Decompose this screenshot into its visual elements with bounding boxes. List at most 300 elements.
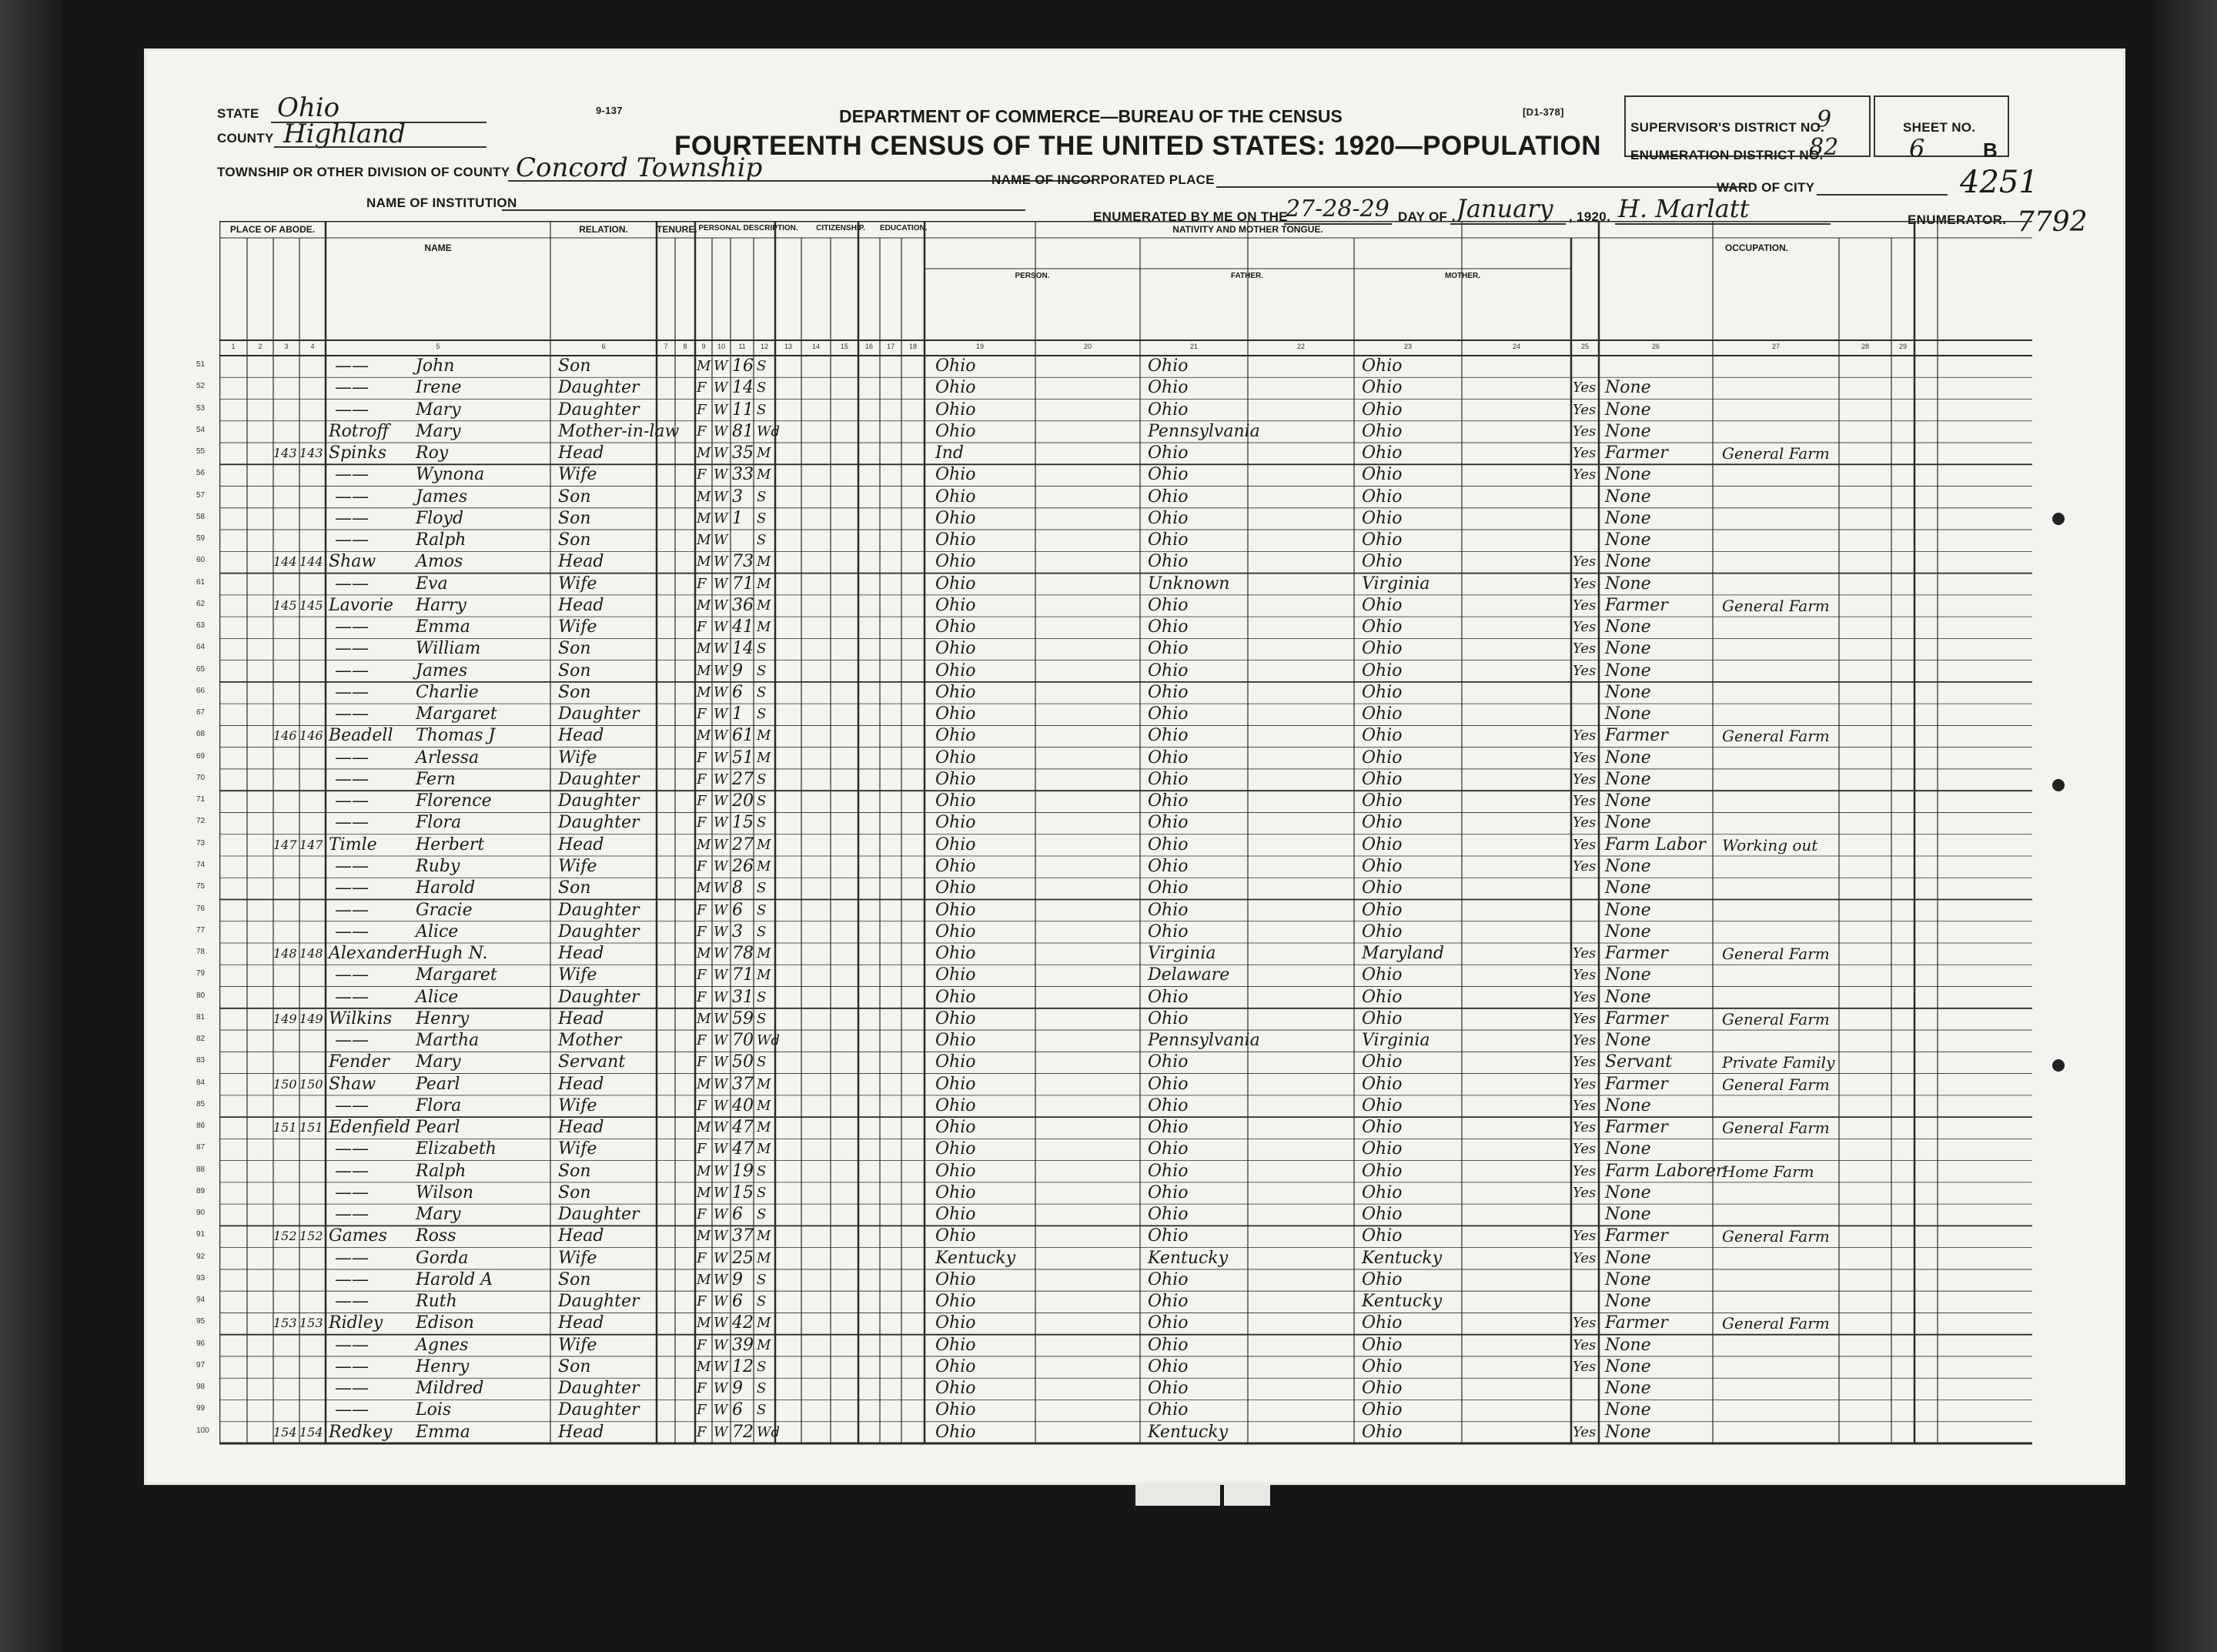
occupation: Farm Laborer <box>1605 1161 1724 1181</box>
column-number: 13 <box>784 343 792 350</box>
speaks-english: Yes <box>1573 401 1597 418</box>
surname: Shaw <box>329 1074 376 1094</box>
surname: Fender <box>329 1052 390 1072</box>
surname-dash: —— <box>335 1335 369 1355</box>
occupation: None <box>1605 1379 1651 1399</box>
family-number: 151 <box>299 1120 323 1135</box>
relation: Daughter <box>558 769 640 789</box>
age: 15 <box>732 813 754 833</box>
surname-dash: —— <box>335 900 369 920</box>
relation: Mother-in-law <box>558 421 680 441</box>
speaks-english: Yes <box>1573 1054 1597 1071</box>
occupation: None <box>1605 1139 1651 1159</box>
mother-birthplace: Ohio <box>1362 1335 1403 1355</box>
relation: Son <box>558 530 591 550</box>
age: 81 <box>732 421 754 441</box>
father-birthplace: Ohio <box>1148 1118 1189 1138</box>
race: W <box>714 445 728 462</box>
given-name: Agnes <box>416 1335 469 1355</box>
age: 71 <box>732 965 754 985</box>
sex: F <box>697 401 707 418</box>
mother-birthplace: Ohio <box>1362 726 1403 746</box>
relation: Head <box>558 443 604 463</box>
age: 41 <box>732 617 754 637</box>
given-name: Margaret <box>416 965 497 985</box>
speaks-english: Yes <box>1573 553 1597 570</box>
row-number: 86 <box>196 1122 206 1131</box>
enumerator-label: ENUMERATOR. <box>1908 212 2007 227</box>
sex: F <box>697 706 707 723</box>
age: 14 <box>732 378 754 398</box>
row-number: 55 <box>196 447 206 456</box>
stamp-number-side: 7792 <box>2017 206 2088 238</box>
given-name: Elizabeth <box>416 1139 497 1159</box>
given-name: Mary <box>416 1205 461 1225</box>
surname-dash: —— <box>335 1269 369 1289</box>
family-number: 149 <box>299 1011 323 1026</box>
race: W <box>714 640 728 657</box>
race: W <box>714 793 728 810</box>
occupation: None <box>1605 487 1651 507</box>
speaks-english: Yes <box>1573 1315 1597 1332</box>
surname: Beadell <box>329 726 393 746</box>
race: W <box>714 1184 728 1201</box>
county-label: COUNTY <box>217 131 274 145</box>
speaks-english: Yes <box>1573 423 1597 440</box>
given-name: Mildred <box>416 1379 484 1399</box>
marital-status: M <box>757 1119 771 1136</box>
row-number: 58 <box>196 512 206 521</box>
row-number: 77 <box>196 925 206 935</box>
row-number: 78 <box>196 948 206 957</box>
relation: Wife <box>558 965 597 985</box>
given-name: Edison <box>416 1313 474 1333</box>
speaks-english: Yes <box>1573 619 1597 636</box>
sex: M <box>697 1184 711 1201</box>
surname-dash: —— <box>335 769 369 789</box>
age: 47 <box>732 1139 754 1159</box>
township-value: Concord Township <box>516 152 763 183</box>
age: 27 <box>732 769 754 789</box>
relation: Son <box>558 356 591 376</box>
race: W <box>714 467 728 483</box>
col-group-relation: RELATION. <box>579 224 628 235</box>
relation: Head <box>558 552 604 572</box>
enumerator-name: H. Marlatt <box>1618 194 1750 223</box>
dwelling-number: 150 <box>273 1076 297 1092</box>
dwelling-number: 145 <box>273 597 297 613</box>
birthplace: Ohio <box>935 1422 976 1442</box>
relation: Wife <box>558 1248 597 1268</box>
occupation: None <box>1605 1182 1651 1202</box>
surname-dash: —— <box>335 1356 369 1376</box>
marital-status: S <box>757 988 767 1005</box>
father-birthplace: Ohio <box>1148 1182 1189 1202</box>
surname-dash: —— <box>335 878 369 898</box>
marital-status: M <box>757 1315 771 1332</box>
age: 36 <box>732 595 754 615</box>
father-birthplace: Ohio <box>1148 878 1189 898</box>
given-name: William <box>416 639 481 659</box>
surname-dash: —— <box>335 921 369 941</box>
age: 39 <box>732 1335 754 1355</box>
sex: F <box>697 923 707 940</box>
father-birthplace: Ohio <box>1148 1095 1189 1115</box>
given-name: Eva <box>416 574 448 594</box>
row-number: 96 <box>196 1339 206 1348</box>
surname-dash: —— <box>335 400 369 420</box>
relation: Son <box>558 682 591 702</box>
row-number: 59 <box>196 534 206 543</box>
given-name: Alice <box>416 921 459 941</box>
occupation: Farm Labor <box>1605 834 1706 854</box>
occupation: Servant <box>1605 1052 1673 1072</box>
given-name: Mary <box>416 421 461 441</box>
column-number: 26 <box>1651 343 1660 350</box>
mother-birthplace: Ohio <box>1362 530 1403 550</box>
relation: Head <box>558 1074 604 1094</box>
race: W <box>714 988 728 1005</box>
given-name: Pearl <box>416 1118 460 1138</box>
speaks-english: Yes <box>1573 662 1597 679</box>
occupation: None <box>1605 552 1651 572</box>
surname: Lavorie <box>329 595 393 615</box>
column-number: 5 <box>436 343 440 350</box>
age: 3 <box>732 921 743 941</box>
row-number: 89 <box>196 1186 206 1196</box>
age: 73 <box>732 552 754 572</box>
given-name: Ralph <box>416 530 466 550</box>
race: W <box>714 1097 728 1114</box>
birthplace: Ohio <box>935 617 976 637</box>
column-number: 14 <box>811 343 820 350</box>
column-number: 20 <box>1083 343 1092 350</box>
row-number: 99 <box>196 1404 206 1413</box>
col-group-education: EDUCATION. <box>880 224 928 232</box>
mother-birthplace: Ohio <box>1362 791 1403 811</box>
census-table <box>196 221 2032 1459</box>
family-number: 150 <box>299 1076 323 1092</box>
race: W <box>714 880 728 897</box>
race: W <box>714 706 728 723</box>
sex: M <box>697 1315 711 1332</box>
industry: General Farm <box>1722 1009 1830 1028</box>
mother-birthplace: Ohio <box>1362 1008 1403 1028</box>
father-birthplace: Ohio <box>1148 400 1189 420</box>
speaks-english: Yes <box>1573 967 1597 984</box>
speaks-english: Yes <box>1573 771 1597 788</box>
mother-birthplace: Ohio <box>1362 1074 1403 1094</box>
dwelling-number: 149 <box>273 1011 297 1026</box>
father-birthplace: Ohio <box>1148 747 1189 767</box>
sex: F <box>697 771 707 788</box>
row-number: 75 <box>196 882 206 891</box>
marital-status: S <box>757 706 767 723</box>
department-title: DEPARTMENT OF COMMERCE—BUREAU OF THE CENSUS <box>839 106 1343 126</box>
occupation: None <box>1605 1248 1651 1268</box>
age: 9 <box>732 660 743 681</box>
marital-status: Wd <box>757 1423 781 1440</box>
birthplace: Ohio <box>935 682 976 702</box>
age: 40 <box>732 1095 754 1115</box>
census-title: FOURTEENTH CENSUS OF THE UNITED STATES: 1920—POPULATION <box>674 131 1601 161</box>
mother-birthplace: Ohio <box>1362 1118 1403 1138</box>
relation: Mother <box>558 1031 622 1051</box>
census-sheet <box>146 51 2123 1483</box>
age: 6 <box>732 682 743 702</box>
mother-birthplace: Kentucky <box>1362 1248 1443 1268</box>
surname: Spinks <box>329 443 386 463</box>
column-number: 16 <box>864 343 873 350</box>
sex: M <box>697 1119 711 1136</box>
row-number: 93 <box>196 1273 206 1282</box>
sheet-label: SHEET NO. <box>1903 120 1976 135</box>
surname: Edenfield <box>329 1118 411 1138</box>
sex: F <box>697 1097 707 1114</box>
birthplace: Ohio <box>935 965 976 985</box>
speaks-english: Yes <box>1573 640 1597 657</box>
birthplace: Ohio <box>935 1356 976 1376</box>
col-group-nativity: NATIVITY AND MOTHER TONGUE. <box>1172 224 1323 235</box>
age: 37 <box>732 1226 754 1246</box>
surname-dash: —— <box>335 1205 369 1225</box>
month-value: January <box>1456 194 1553 223</box>
father-birthplace: Pennsylvania <box>1148 421 1260 441</box>
race: W <box>714 945 728 962</box>
race: W <box>714 923 728 940</box>
column-number: 12 <box>760 343 768 350</box>
sex: F <box>697 467 707 483</box>
column-number: 10 <box>717 343 725 350</box>
birthplace: Ohio <box>935 400 976 420</box>
family-number: 152 <box>299 1229 323 1244</box>
industry: General Farm <box>1722 945 1830 964</box>
speaks-english: Yes <box>1573 727 1597 744</box>
birthplace: Ohio <box>935 878 976 898</box>
relation: Wife <box>558 856 597 876</box>
age: 15 <box>732 1182 754 1202</box>
column-number: 2 <box>258 343 262 350</box>
race: W <box>714 1119 728 1136</box>
sex: F <box>697 1293 707 1310</box>
surname-dash: —— <box>335 660 369 681</box>
given-name: Wilson <box>416 1182 474 1202</box>
punch-hole <box>2052 1059 2065 1072</box>
col-group-occupation: OCCUPATION. <box>1724 242 1789 253</box>
mother-birthplace: Ohio <box>1362 1226 1403 1246</box>
age: 14 <box>732 639 754 659</box>
age: 78 <box>732 944 754 964</box>
speaks-english: Yes <box>1573 1249 1597 1266</box>
given-name: Harry <box>416 595 466 615</box>
speaks-english: Yes <box>1573 1336 1597 1353</box>
age: 1 <box>732 704 743 724</box>
surname: Redkey <box>329 1422 393 1442</box>
marital-status: S <box>757 793 767 810</box>
family-number: 148 <box>299 946 323 961</box>
birthplace: Ohio <box>935 1008 976 1028</box>
mother-birthplace: Ohio <box>1362 443 1403 463</box>
sex: F <box>697 967 707 984</box>
col-group-citizenship: CITIZENSHIP. <box>816 224 865 232</box>
row-number: 88 <box>196 1165 206 1174</box>
race: W <box>714 597 728 614</box>
industry: Private Family <box>1722 1053 1835 1072</box>
mother-birthplace: Ohio <box>1362 856 1403 876</box>
mother-birthplace: Ohio <box>1362 639 1403 659</box>
mother-birthplace: Ohio <box>1362 921 1403 941</box>
mother-birthplace: Ohio <box>1362 834 1403 854</box>
father-birthplace: Ohio <box>1148 530 1189 550</box>
mother-birthplace: Ohio <box>1362 1139 1403 1159</box>
race: W <box>714 1423 728 1440</box>
father-birthplace: Ohio <box>1148 1205 1189 1225</box>
speaks-english: Yes <box>1573 945 1597 962</box>
day-of-label: DAY OF <box>1398 209 1448 224</box>
age: 47 <box>732 1118 754 1138</box>
given-name: Arlessa <box>416 747 480 767</box>
sex: F <box>697 619 707 636</box>
sex: M <box>697 1162 711 1179</box>
given-name: Charlie <box>416 682 479 702</box>
race: W <box>714 1315 728 1332</box>
dwelling-number: 143 <box>273 446 297 461</box>
birthplace: Ohio <box>935 356 976 376</box>
father-birthplace: Ohio <box>1148 987 1189 1007</box>
family-number: 145 <box>299 597 323 613</box>
father-birthplace: Ohio <box>1148 726 1189 746</box>
race: W <box>714 1358 728 1375</box>
relation: Head <box>558 1226 604 1246</box>
surname-dash: —— <box>335 508 369 528</box>
county-line <box>274 146 487 148</box>
row-number: 64 <box>196 643 206 652</box>
birthplace: Ohio <box>935 1095 976 1115</box>
occupation: None <box>1605 965 1651 985</box>
speaks-english: Yes <box>1573 988 1597 1005</box>
relation: Head <box>558 1118 604 1138</box>
sex: F <box>697 858 707 874</box>
birthplace: Ohio <box>935 1400 976 1420</box>
occupation: None <box>1605 530 1651 550</box>
relation: Wife <box>558 1139 597 1159</box>
speaks-english: Yes <box>1573 836 1597 853</box>
age: 16 <box>732 356 754 376</box>
given-name: Flora <box>416 813 462 833</box>
race: W <box>714 1293 728 1310</box>
mother-birthplace: Ohio <box>1362 813 1403 833</box>
race: W <box>714 1249 728 1266</box>
father-birthplace: Ohio <box>1148 1335 1189 1355</box>
birthplace: Ohio <box>935 704 976 724</box>
column-number: 15 <box>840 343 848 350</box>
sex: F <box>697 1336 707 1353</box>
mother-birthplace: Ohio <box>1362 1356 1403 1376</box>
age: 9 <box>732 1379 743 1399</box>
relation: Son <box>558 639 591 659</box>
father-birthplace: Ohio <box>1148 813 1189 833</box>
age: 61 <box>732 726 754 746</box>
given-name: James <box>416 487 468 507</box>
marital-status: M <box>757 858 771 874</box>
surname-dash: —— <box>335 1292 369 1312</box>
col-group-tenure: TENURE. <box>657 224 697 235</box>
relation: Wife <box>558 1095 597 1115</box>
age: 9 <box>732 1269 743 1289</box>
occupation: None <box>1605 617 1651 637</box>
sex: F <box>697 901 707 918</box>
occupation: None <box>1605 378 1651 398</box>
birthplace: Ohio <box>935 1269 976 1289</box>
age: 50 <box>732 1052 754 1072</box>
industry: General Farm <box>1722 444 1830 463</box>
row-number: 56 <box>196 469 206 478</box>
father-birthplace: Delaware <box>1148 965 1230 985</box>
occupation: Farmer <box>1605 1313 1668 1333</box>
row-number: 98 <box>196 1383 206 1392</box>
given-name: Henry <box>416 1008 470 1028</box>
speaks-english: Yes <box>1573 1119 1597 1136</box>
father-birthplace: Ohio <box>1148 682 1189 702</box>
father-birthplace: Ohio <box>1148 660 1189 681</box>
marital-status: S <box>757 510 767 527</box>
relation: Daughter <box>558 1292 640 1312</box>
age: 3 <box>732 487 743 507</box>
institution-line <box>502 209 1025 211</box>
surname: Games <box>329 1226 387 1246</box>
relation: Son <box>558 878 591 898</box>
state-value: Ohio <box>277 92 340 123</box>
marital-status: S <box>757 1358 767 1375</box>
occupation: None <box>1605 508 1651 528</box>
race: W <box>714 1402 728 1419</box>
row-number: 68 <box>196 730 206 739</box>
column-number: 4 <box>310 343 315 350</box>
given-name: Amos <box>416 552 463 572</box>
birthplace: Ohio <box>935 791 976 811</box>
mother-birthplace: Ohio <box>1362 878 1403 898</box>
industry: General Farm <box>1722 1119 1830 1138</box>
surname-dash: —— <box>335 1031 369 1051</box>
father-birthplace: Ohio <box>1148 443 1189 463</box>
relation: Daughter <box>558 921 640 941</box>
sex: F <box>697 1141 707 1158</box>
sex: F <box>697 814 707 831</box>
sex: F <box>697 1423 707 1440</box>
mother-birthplace: Ohio <box>1362 987 1403 1007</box>
marital-status: S <box>757 771 767 788</box>
relation: Wife <box>558 617 597 637</box>
sex: F <box>697 1402 707 1419</box>
relation: Son <box>558 1269 591 1289</box>
occupation: None <box>1605 660 1651 681</box>
age: 20 <box>732 791 754 811</box>
dwelling-number: 144 <box>273 554 297 570</box>
family-number: 154 <box>299 1424 323 1440</box>
speaks-english: Yes <box>1573 597 1597 614</box>
father-birthplace: Ohio <box>1148 921 1189 941</box>
race: W <box>714 1380 728 1397</box>
relation: Head <box>558 834 604 854</box>
birthplace: Ohio <box>935 465 976 485</box>
birthplace: Ohio <box>935 1292 976 1312</box>
mother-birthplace: Ohio <box>1362 1269 1403 1289</box>
race: W <box>714 401 728 418</box>
mother-birthplace: Ohio <box>1362 1095 1403 1115</box>
marital-status: S <box>757 662 767 679</box>
county-value: Highland <box>283 119 406 149</box>
given-name: Floyd <box>416 508 464 528</box>
